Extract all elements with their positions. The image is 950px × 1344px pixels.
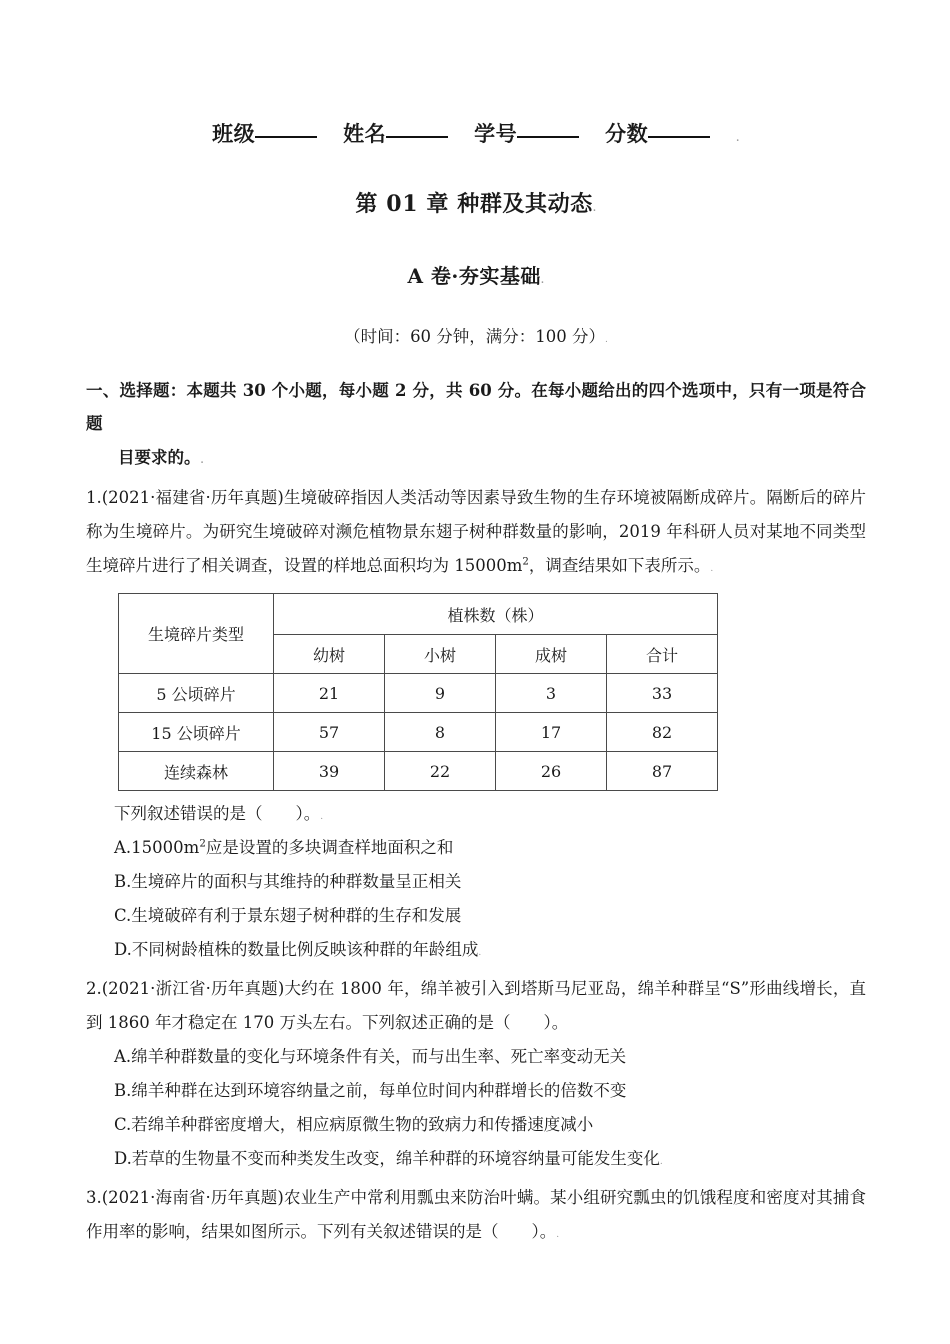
- trailing-mark: .: [200, 456, 204, 467]
- survey-table: [118, 593, 718, 791]
- section-heading-line-2-text: 目要求的。: [118, 448, 201, 468]
- option-letter: B.: [114, 1080, 132, 1100]
- table-cell-young: 57: [274, 713, 385, 752]
- option-letter: B.: [114, 872, 132, 891]
- paper-label: [86, 260, 866, 289]
- trailing-mark: .: [592, 203, 597, 214]
- table-cell-mature: 26: [496, 752, 607, 791]
- option-text: 不同树龄植株的数量比例反映该种群的年龄组成: [131, 939, 479, 959]
- student-identity-line: [86, 118, 866, 150]
- table-cell-small: 9: [385, 674, 496, 713]
- identity-field-score: [605, 118, 710, 150]
- table-row-type: 15 公顷碎片: [119, 713, 274, 752]
- question-3-stem: 农业生产中常利用瓢虫来防治叶螨。某小组研究瓢虫的饥饿程度和密度对其捕食作用率的影响，结果如图所示。下列有关叙述错误的是（ ）。: [86, 1188, 866, 1242]
- table-col-header-mature: 成树: [496, 635, 607, 674]
- table-col-header-small: 小树: [385, 635, 496, 674]
- trailing-mark: .: [556, 1230, 560, 1241]
- table-header-row-1: [119, 594, 718, 635]
- question-3-number: 3.: [86, 1188, 102, 1208]
- option-letter: C.: [114, 905, 132, 925]
- question-1-option-c[interactable]: [86, 899, 866, 933]
- table-row-type: 5 公顷碎片: [119, 674, 274, 713]
- option-text: 生境碎片的面积与其维持的种群数量呈正相关: [131, 872, 462, 891]
- identity-label-class: 班级: [212, 121, 256, 146]
- trailing-mark: .: [605, 334, 608, 345]
- table-corner-header: 生境碎片类型: [119, 594, 274, 674]
- table-cell-total: 87: [607, 752, 718, 791]
- page-content: [86, 0, 866, 1249]
- question-1-stem: 生境破碎指因人类活动等因素导致生物的生存环境被隔断成碎片。隔断后的碎片称为生境碎片。为研究生境破碎对濒危植物景东翅子树种群数量的影响，2019 年科研人员对某地不同类型生境碎片进行了相关调查，设置的样地总面积均为 15000m: [86, 487, 866, 575]
- trailing-mark: .: [659, 1156, 663, 1167]
- table-cell-mature: 17: [496, 713, 607, 752]
- question-2-stem: 大约在 1800 年，绵羊被引入到塔斯马尼亚岛，绵羊种群呈“S”形曲线增长，直到 1860 年才稳定在 170 万头左右。下列叙述正确的是（ ）。: [86, 979, 866, 1033]
- table-cell-small: 22: [385, 752, 496, 791]
- table-col-header-young: 幼树: [274, 635, 385, 674]
- trailing-mark: .: [540, 275, 545, 286]
- section-heading: [86, 374, 866, 475]
- identity-blank-student-id[interactable]: [517, 135, 579, 138]
- identity-label-student-id: 学号: [474, 121, 518, 146]
- identity-field-class: [212, 118, 317, 150]
- question-1-source: (2021·福建省·历年真题): [101, 487, 284, 507]
- table-cell-total: 82: [607, 713, 718, 752]
- option-text: 绵羊种群在达到环境容纳量之前，每单位时间内种群增长的倍数不变: [131, 1080, 627, 1100]
- option-letter: A.: [114, 838, 132, 858]
- question-1-stem-superscript: 2: [522, 556, 529, 568]
- option-superscript: 2: [199, 838, 206, 850]
- option-letter: D.: [114, 1148, 132, 1168]
- question-2-option-a[interactable]: [86, 1040, 866, 1074]
- option-text: 若绵羊种群密度增大，相应病原微生物的致病力和传播速度减小: [131, 1114, 594, 1134]
- table-cell-small: 8: [385, 713, 496, 752]
- question-2-option-c[interactable]: [86, 1108, 866, 1142]
- option-text: 生境破碎有利于景东翅子树种群的生存和发展: [131, 905, 462, 925]
- option-text-post: 应是设置的多块调查样地面积之和: [205, 838, 454, 858]
- trailing-mark: .: [478, 947, 482, 958]
- section-heading-line-2: [86, 441, 866, 475]
- table-col-header-total: 合计: [607, 635, 718, 674]
- identity-field-student-id: [474, 118, 579, 150]
- exam-meta-text: （时间：60 分钟，满分：100 分）: [344, 326, 606, 346]
- question-2-option-b[interactable]: [86, 1074, 866, 1108]
- option-letter: D.: [114, 939, 132, 959]
- question-1-option-d[interactable]: [86, 933, 866, 967]
- identity-field-name: [343, 118, 448, 150]
- question-1: [86, 481, 866, 582]
- option-letter: A.: [114, 1047, 132, 1067]
- option-text: 绵羊种群数量的变化与环境条件有关，而与出生率、死亡率变动无关: [131, 1047, 627, 1067]
- question-2-option-d[interactable]: [86, 1142, 866, 1176]
- question-3: [86, 1181, 866, 1249]
- question-1-option-a[interactable]: [86, 831, 866, 865]
- option-letter: C.: [114, 1114, 132, 1134]
- question-1-stem-tail: ，调查结果如下表所示。: [528, 555, 711, 575]
- option-text: 15000m: [131, 838, 200, 858]
- table-cell-young: 39: [274, 752, 385, 791]
- identity-label-score: 分数: [605, 121, 649, 146]
- identity-blank-score[interactable]: [648, 135, 710, 138]
- page-title: [86, 187, 866, 218]
- question-2-source: (2021·浙江省·历年真题): [101, 979, 285, 999]
- question-2: [86, 972, 866, 1040]
- question-1-prompt: [86, 797, 866, 831]
- table-row: [119, 752, 718, 791]
- table-group-header: 植株数（株）: [274, 594, 718, 635]
- question-1-prompt-text: 下列叙述错误的是（ ）。: [114, 804, 321, 824]
- table-row: [119, 674, 718, 713]
- table-cell-young: 21: [274, 674, 385, 713]
- table-cell-mature: 3: [496, 674, 607, 713]
- table-row: [119, 713, 718, 752]
- chapter-title-text: 第 01 章 种群及其动态: [355, 190, 593, 217]
- trailing-mark: .: [320, 812, 324, 823]
- exam-meta: [86, 323, 866, 347]
- trailing-mark: .: [736, 134, 740, 144]
- section-heading-line-1: 一、选择题：本题共 30 个小题，每小题 2 分，共 60 分。在每小题给出的四个选项中，只有一项是符合题: [86, 380, 866, 434]
- option-text: 若草的生物量不变而种类发生改变，绵羊种群的环境容纳量可能发生变化: [131, 1148, 660, 1168]
- table-row-type: 连续森林: [119, 752, 274, 791]
- question-1-option-b[interactable]: [86, 865, 866, 899]
- survey-table-wrapper: [118, 593, 866, 791]
- question-1-number: 1.: [86, 487, 102, 507]
- table-cell-total: 33: [607, 674, 718, 713]
- identity-blank-class[interactable]: [255, 135, 317, 138]
- question-3-source: (2021·海南省·历年真题): [101, 1188, 284, 1208]
- trailing-mark: .: [710, 563, 714, 574]
- identity-blank-name[interactable]: [386, 135, 448, 138]
- question-2-number: 2.: [86, 979, 102, 999]
- paper-label-text: A 卷·夯实基础: [407, 263, 541, 288]
- identity-label-name: 姓名: [343, 121, 387, 146]
